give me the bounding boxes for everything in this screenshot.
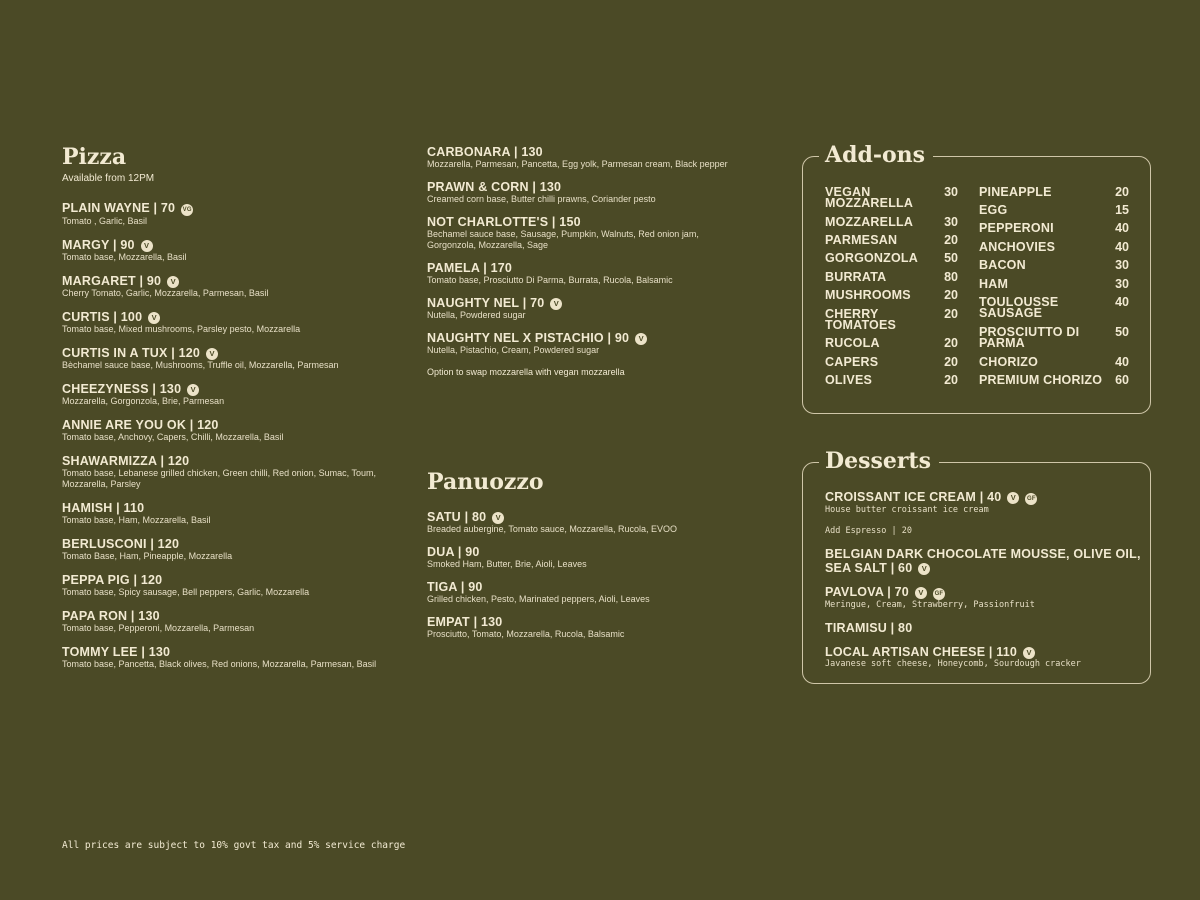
menu-item [825,585,1145,611]
menu-item [825,526,1145,537]
menu-item-name-line: CARBONARA | 130 [427,145,543,159]
desserts-title: Desserts [819,449,939,473]
menu-item-description: Tomato base, Ham, Mozzarella, Basil [62,515,211,525]
menu-item-description: Tomato base, Anchovy, Capers, Chilli, Mozzarella, Basil [62,432,284,442]
addon-name [825,272,886,283]
addon-name-line: EGG [979,203,1008,217]
menu-item [62,310,382,335]
menu-item [427,261,747,286]
vegetarian-badge: V [141,240,153,252]
panuozzo-list [427,510,747,640]
menu-item-name [825,585,1145,600]
menu-item-name [62,201,382,216]
menu-item [427,296,747,321]
menu-item-name [427,180,747,194]
addon-name-line: CHERRY [825,307,879,321]
menu-item-name-line: SHAWARMIZZA | 120 [62,454,190,468]
menu-item-name-line: CURTIS | 100 [62,310,143,324]
desserts-list [825,490,1145,680]
menu-item-name [825,621,1145,635]
menu-item-name-line: PAVLOVA | 70 [825,585,909,599]
menu-item-name-line: SEA SALT | 60 [825,561,913,575]
menu-item [427,580,747,605]
addon-name [825,290,911,301]
menu-item-name-line: SATU | 80 [427,510,487,524]
menu-item-description: Tomato Base, Ham, Pineapple, Mozzarella [62,551,233,561]
addon-name-line: MOZZARELLA [825,196,914,210]
menu-item-name [427,296,747,310]
menu-item-name-line: NOT CHARLOTTE'S | 150 [427,215,581,229]
menu-item-name [427,331,747,345]
menu-item [427,145,747,170]
menu-item-name [62,645,382,659]
menu-item-name-line: TIGA | 90 [427,580,483,594]
addon-name [979,297,1058,319]
addon-name-line: PARMESAN [825,233,898,247]
menu-item-name-line: PAPA RON | 130 [62,609,160,623]
menu-item [427,180,747,205]
addon-price: 15 [1115,203,1129,217]
menu-item-name-line: TOMMY LEE | 130 [62,645,171,659]
menu-item-description: Javanese soft cheese, Honeycomb, Sourdough cracker [825,659,1081,669]
addon-name-line: VEGAN [825,185,871,199]
menu-item-name [62,454,382,468]
addon-name [825,357,878,368]
menu-item [427,545,747,570]
menu-item-description: Tomato base, Mixed mushrooms, Parsley pesto, Mozzarella [62,324,301,334]
pizza-list [62,201,382,670]
desserts-box [802,448,1151,684]
addon-price: 60 [1115,373,1129,387]
addon-name-line: CHORIZO [979,355,1039,369]
gluten-free-badge: GF [933,588,945,600]
menu-item-name [825,547,1145,575]
addon-name [825,309,896,331]
menu-item-name-line: TIRAMISU | 80 [825,621,913,635]
addon-name-line: TOULOUSSE [979,295,1059,309]
addon-name [979,187,1052,198]
addon-name [979,223,1054,234]
menu-item-name-line: NAUGHTY NEL | 70 [427,296,545,310]
addon-name [979,260,1026,271]
menu-item-name [427,545,747,559]
menu-item [62,238,382,263]
menu-item [825,490,1145,516]
menu-item-name [62,501,382,515]
addons-title: Add-ons [819,143,933,167]
menu-item-name-line: NAUGHTY NEL X PISTACHIO | 90 [427,331,630,345]
addon-name-line: PARMA [979,336,1025,350]
addon-name-line: GORGONZOLA [825,251,918,265]
addon-price: 30 [1115,277,1129,291]
addon-name-line: PINEAPPLE [979,185,1052,199]
vegetarian-badge: V [187,384,199,396]
addon-name-line: BACON [979,258,1026,272]
menu-item-name [62,274,382,288]
addon-name [825,253,918,264]
menu-item-name [427,261,747,275]
addon-name-line: RUCOLA [825,336,880,350]
vegetarian-badge: V [918,563,930,575]
menu-item [62,346,382,371]
menu-item-description: Nutella, Pistachio, Cream, Powdered sugar [427,345,600,355]
addon-price: 20 [944,373,958,387]
addon-name-line: MUSHROOMS [825,288,911,302]
menu-item-name-line: BERLUSCONI | 120 [62,537,180,551]
addon-price: 50 [1115,325,1129,339]
menu-item-description: Cherry Tomato, Garlic, Mozzarella, Parmesan, Basil [62,288,269,298]
menu-item-description: Meringue, Cream, Strawberry, Passionfruit [825,600,1035,610]
addon-name-line: BURRATA [825,270,887,284]
addons-box [802,142,1151,414]
vegan-swap-note: Option to swap mozzarella with vegan mozzarella [427,367,625,377]
addon-name-line: HAM [979,277,1009,291]
menu-item-description: Mozzarella, Parmesan, Pancetta, Egg yolk, Parmesan cream, Black pepper [427,159,728,169]
menu-item-description: Breaded aubergine, Tomato sauce, Mozzarella, Rucola, EVOO [427,524,677,534]
menu-item-name [62,310,382,324]
addon-name [979,327,1079,349]
menu-item-description: Tomato base, Pepperoni, Mozzarella, Parmesan [62,623,255,633]
addon-price: 30 [944,215,958,229]
vegetarian-badge: V [915,587,927,599]
menu-item-name-line: MARGY | 90 [62,238,135,252]
menu-item [427,215,747,251]
menu-item [62,501,382,526]
menu-item-description: Tomato base, Mozzarella, Basil [62,252,187,262]
vegetarian-badge: V [492,512,504,524]
vegetarian-badge: V [550,298,562,310]
menu-item-name-line: BELGIAN DARK CHOCOLATE MOUSSE, OLIVE OIL, [825,547,1141,561]
menu-item [427,615,747,640]
addon-price: 30 [1115,258,1129,272]
addon-name-line: PEPPERONI [979,221,1054,235]
panuozzo-section [427,470,747,650]
menu-item-name [62,346,382,360]
addon-name-line: CAPERS [825,355,879,369]
addon-name [979,205,1007,216]
menu-item-description: Add Espresso | 20 [825,526,912,536]
menu-item-description: Tomato base, Spicy sausage, Bell peppers, Garlic, Mozzarella [62,587,310,597]
menu-item-name [427,615,747,629]
menu-item-name [62,382,382,396]
menu-item-name [427,580,747,594]
menu-item-name [62,238,382,252]
menu-item [62,573,382,598]
addon-name [979,375,1102,386]
vegetarian-badge: V [1023,647,1035,659]
footer-note: All prices are subject to 10% govt tax and 5% service charge [62,840,406,851]
menu-item-description: Prosciutto, Tomato, Mozzarella, Rucola, Balsamic [427,629,625,639]
menu-item [825,547,1145,575]
vegetarian-badge: V [635,333,647,345]
menu-item [62,418,382,443]
menu-item [62,609,382,634]
addon-price: 20 [1115,185,1129,199]
addon-name [979,279,1008,290]
addon-price: 30 [944,185,958,199]
menu-item-description: Tomato base, Lebanese grilled chicken, Green chilli, Red onion, Sumac, Toum, Mozzarella, Parsley [62,468,377,489]
addon-name-line: ANCHOVIES [979,240,1056,254]
menu-item-description: Tomato base, Prosciutto Di Parma, Burrata, Rucola, Balsamic [427,275,673,285]
addon-name [979,242,1055,253]
addon-price: 40 [1115,240,1129,254]
vegetarian-badge: V [167,276,179,288]
panuozzo-title: Panuozzo [427,469,544,495]
menu-item-name-line: CURTIS IN A TUX | 120 [62,346,201,360]
pizza-section [62,145,382,681]
addon-name [825,187,913,209]
pizza-section-continued [427,145,747,377]
vegetarian-badge: V [206,348,218,360]
vegetarian-badge: V [1007,492,1019,504]
menu-item-description: Tomato , Garlic, Basil [62,216,148,226]
addon-price: 20 [944,355,958,369]
addon-price: 20 [944,233,958,247]
menu-item-name-line: EMPAT | 130 [427,615,503,629]
menu-item-name [825,645,1145,659]
menu-item-description: Nutella, Powdered sugar [427,310,526,320]
addon-name-line: MOZZARELLA [825,215,914,229]
menu-item [62,454,382,490]
menu-item [825,645,1145,670]
addon-price: 40 [1115,295,1129,309]
menu-item-name-line: MARGARET | 90 [62,274,162,288]
menu-item-name-line: PLAIN WAYNE | 70 [62,201,176,215]
menu-item-name-line: DUA | 90 [427,545,480,559]
addon-price: 40 [1115,221,1129,235]
menu-item [62,201,382,227]
menu-item-name [427,145,747,159]
addon-price: 20 [944,336,958,350]
menu-item [825,621,1145,635]
addon-name [825,338,880,349]
menu-item-name-line: PRAWN & CORN | 130 [427,180,562,194]
addon-name [979,357,1038,368]
menu-item-name-line: HAMISH | 110 [62,501,145,515]
addon-price: 20 [944,288,958,302]
menu-item [427,510,747,535]
menu-item-name-line: CROISSANT ICE CREAM | 40 [825,490,1002,504]
menu-item-description: Creamed corn base, Butter chilli prawns, Coriander pesto [427,194,656,204]
addon-price: 80 [944,270,958,284]
addon-name [825,375,872,386]
menu-item [62,274,382,299]
addon-name-line: SAUSAGE [979,306,1043,320]
menu-item-description: House butter croissant ice cream [825,505,989,515]
menu-item-description: Bechamel sauce base, Sausage, Pumpkin, Walnuts, Red onion jam, Gorgonzola, Mozzarella, Sage [427,229,699,250]
menu-item [427,331,747,356]
menu-item-name [427,510,747,524]
addon-price: 20 [944,307,958,321]
addon-name-line: PROSCIUTTO DI [979,325,1080,339]
menu-item-name-line: PEPPA PIG | 120 [62,573,163,587]
vegan-badge: VG [181,204,193,216]
menu-item-description: Bèchamel sauce base, Mushrooms, Truffle oil, Mozzarella, Parmesan [62,360,339,370]
menu-item-name [62,537,382,551]
addon-name-line: PREMIUM CHORIZO [979,373,1103,387]
menu-item-name [62,609,382,623]
menu-item-name-line: PAMELA | 170 [427,261,513,275]
menu-item-name-line: LOCAL ARTISAN CHEESE | 110 [825,645,1018,659]
menu-item-description: Tomato base, Pancetta, Black olives, Red onions, Mozzarella, Parmesan, Basil [62,659,377,669]
menu-item [62,645,382,670]
gluten-free-badge: GF [1025,493,1037,505]
menu-item-name [62,573,382,587]
addon-name-line: OLIVES [825,373,873,387]
pizza-subtitle: Available from 12PM [62,173,155,184]
menu-item-name [825,490,1145,505]
vegetarian-badge: V [148,312,160,324]
menu-item-name-line: CHEEZYNESS | 130 [62,382,182,396]
pizza-title: Pizza [62,144,127,170]
addon-price: 40 [1115,355,1129,369]
addon-price: 50 [944,251,958,265]
addon-name [825,235,897,246]
addon-name-line: TOMATOES [825,318,897,332]
menu-item-name [62,418,382,432]
addon-name [825,217,913,228]
menu-item-description: Grilled chicken, Pesto, Marinated peppers, Aioli, Leaves [427,594,650,604]
menu-item [62,537,382,562]
menu-item-name-line: ANNIE ARE YOU OK | 120 [62,418,219,432]
pizza2-list [427,145,747,356]
menu-item-description: Smoked Ham, Butter, Brie, Aioli, Leaves [427,559,587,569]
menu-item-name [427,215,747,229]
menu-item [62,382,382,407]
menu-item-description: Mozzarella, Gorgonzola, Brie, Parmesan [62,396,225,406]
